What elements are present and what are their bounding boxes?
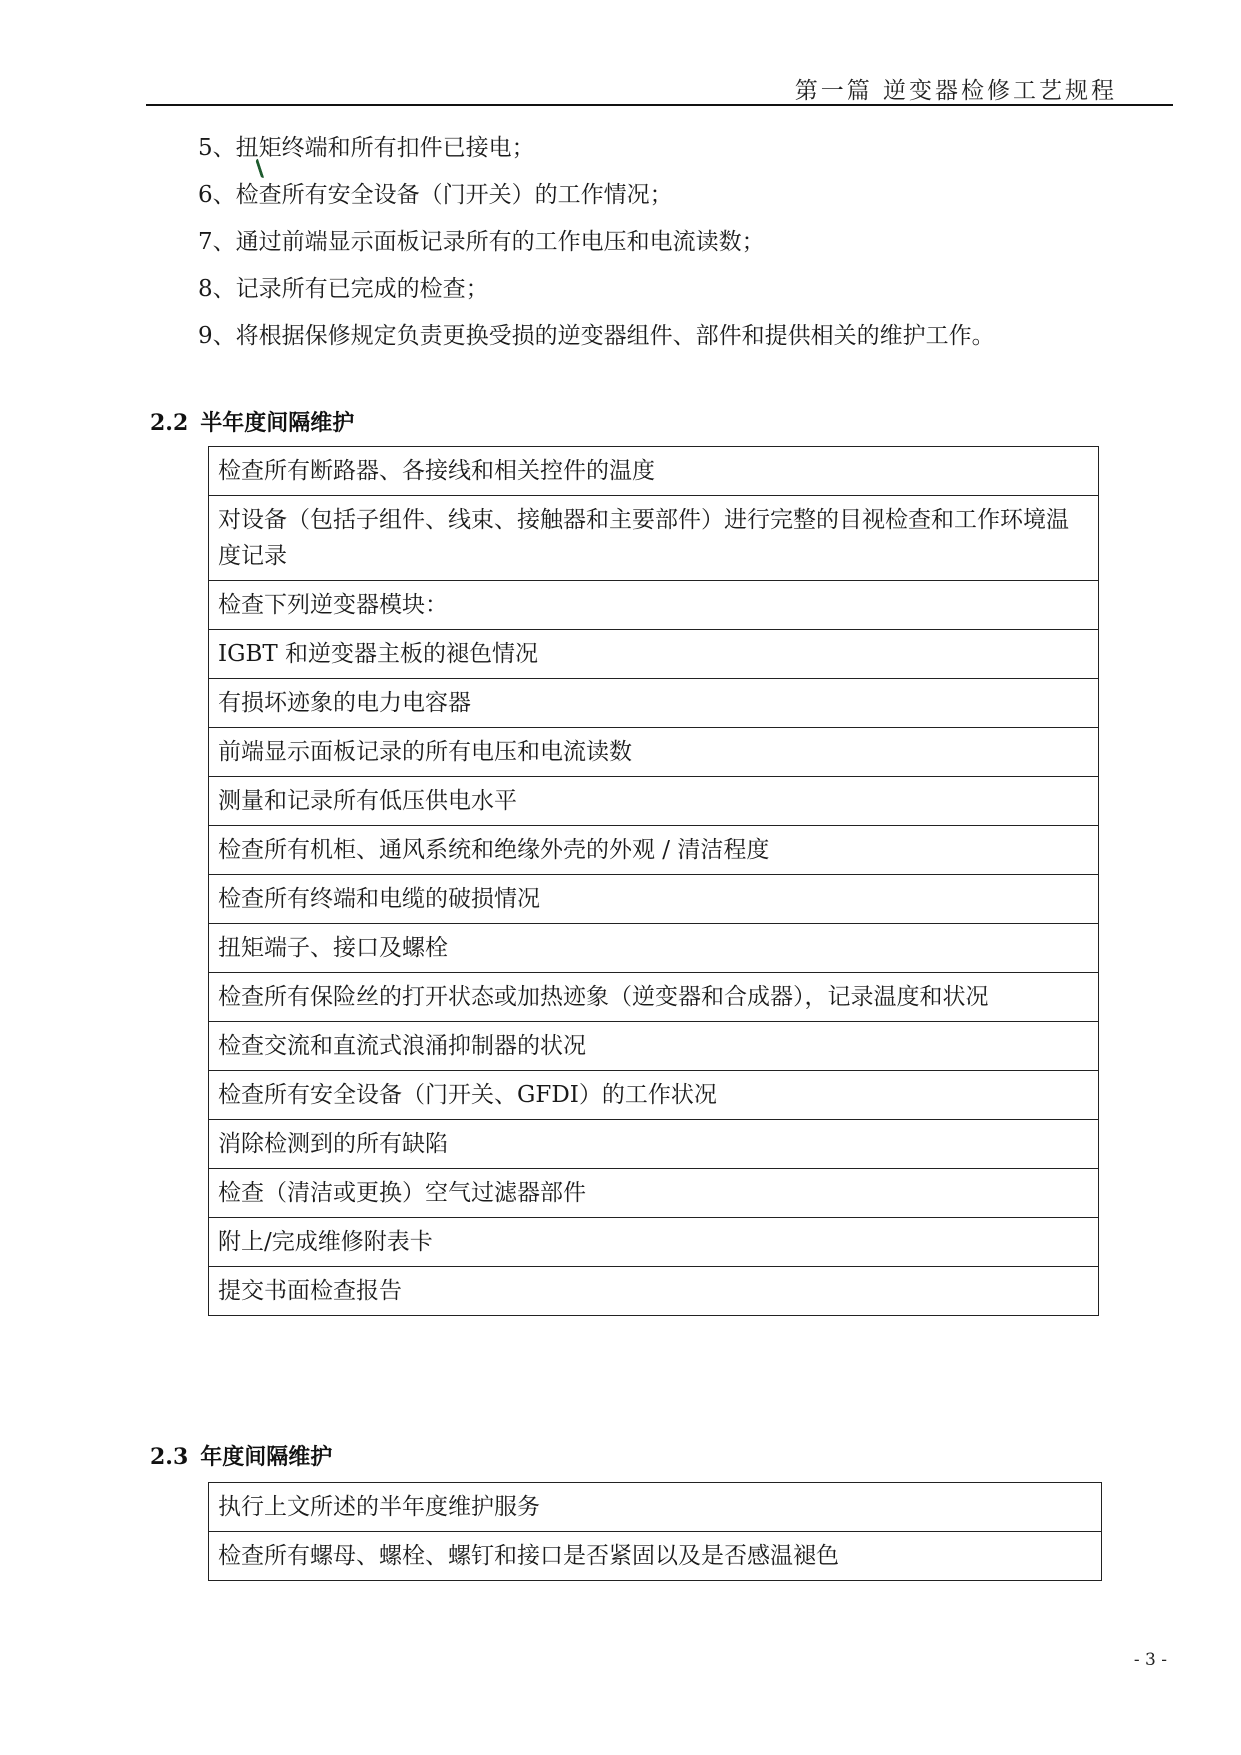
page-number: - 3 - — [1133, 1650, 1167, 1670]
table-row — [209, 728, 1099, 777]
page-header-title: 第一篇 逆变器检修工艺规程 — [794, 78, 1117, 104]
table-cell: 附上/完成维修附表卡 — [209, 1218, 1099, 1267]
list-item: 6、检查所有安全设备（门开关）的工作情况； — [198, 182, 673, 208]
table-row — [209, 679, 1099, 728]
section-heading-2-3 — [150, 1440, 332, 1471]
table-row — [209, 924, 1099, 973]
table-cell: 检查所有螺母、螺栓、螺钉和接口是否紧固以及是否感温褪色 — [209, 1532, 1102, 1581]
table-cell: 消除检测到的所有缺陷 — [209, 1120, 1099, 1169]
section-title: 年度间隔维护 — [200, 1444, 333, 1470]
section-number: 2.2 — [150, 410, 189, 436]
table-row — [209, 875, 1099, 924]
table-cell: 检查所有安全设备（门开关、GFDI）的工作状况 — [209, 1071, 1099, 1120]
table-row — [209, 581, 1099, 630]
table-row — [209, 1532, 1102, 1581]
section-title: 半年度间隔维护 — [200, 410, 355, 436]
table-cell: 提交书面检查报告 — [209, 1267, 1099, 1316]
table-cell: 对设备（包括子组件、线束、接触器和主要部件）进行完整的目视检查和工作环境温度记录 — [209, 496, 1099, 581]
table-row — [209, 1120, 1099, 1169]
section-number: 2.3 — [150, 1444, 189, 1470]
list-item: 8、记录所有已完成的检查； — [198, 276, 489, 302]
table-cell: 检查所有终端和电缆的破损情况 — [209, 875, 1099, 924]
table-cell: IGBT 和逆变器主板的褪色情况 — [209, 630, 1099, 679]
checklist — [198, 134, 995, 369]
annual-maintenance-table — [208, 1482, 1102, 1581]
table-cell: 测量和记录所有低压供电水平 — [209, 777, 1099, 826]
table-row — [209, 777, 1099, 826]
table-cell: 前端显示面板记录的所有电压和电流读数 — [209, 728, 1099, 777]
header-divider — [146, 104, 1173, 106]
table-row — [209, 447, 1099, 496]
table-row — [209, 973, 1099, 1022]
list-item: 5、扭矩终端和所有扣件已接电； — [198, 135, 535, 161]
table-row — [209, 630, 1099, 679]
table-cell: 检查所有保险丝的打开状态或加热迹象（逆变器和合成器），记录温度和状况 — [209, 973, 1099, 1022]
table-row — [209, 1267, 1099, 1316]
list-item: 9、将根据保修规定负责更换受损的逆变器组件、部件和提供相关的维护工作。 — [198, 323, 995, 349]
table-cell: 检查（清洁或更换）空气过滤器部件 — [209, 1169, 1099, 1218]
table-row — [209, 826, 1099, 875]
table-cell: 扭矩端子、接口及螺栓 — [209, 924, 1099, 973]
table-cell: 检查下列逆变器模块： — [209, 581, 1099, 630]
table-cell: 检查交流和直流式浪涌抑制器的状况 — [209, 1022, 1099, 1071]
table-row — [209, 1483, 1102, 1532]
section-heading-2-2 — [150, 406, 354, 437]
table-row — [209, 1071, 1099, 1120]
list-item: 7、通过前端显示面板记录所有的工作电压和电流读数； — [198, 229, 765, 255]
table-cell: 有损坏迹象的电力电容器 — [209, 679, 1099, 728]
table-row — [209, 1218, 1099, 1267]
table-row — [209, 496, 1099, 581]
table-row — [209, 1169, 1099, 1218]
table-cell: 检查所有机柜、通风系统和绝缘外壳的外观 / 清洁程度 — [209, 826, 1099, 875]
semiannual-maintenance-table — [208, 446, 1099, 1316]
table-row — [209, 1022, 1099, 1071]
table-cell: 执行上文所述的半年度维护服务 — [209, 1483, 1102, 1532]
table-cell: 检查所有断路器、各接线和相关控件的温度 — [209, 447, 1099, 496]
